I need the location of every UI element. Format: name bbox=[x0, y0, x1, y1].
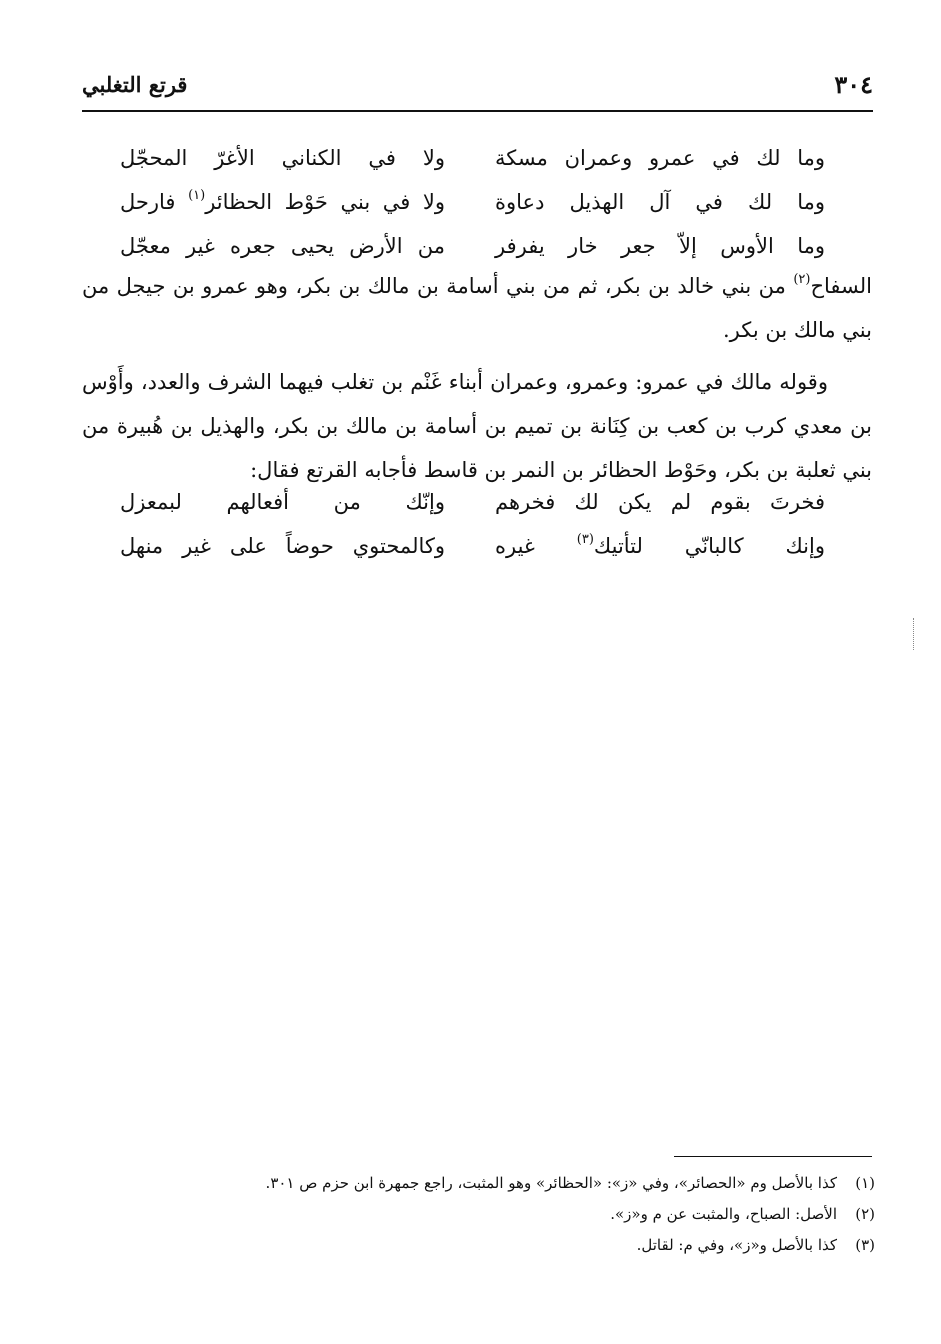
verse-second-hemistich: ولا في الكناني الأغرّ المحجّل bbox=[120, 146, 445, 170]
running-title: قرتع التغلبي bbox=[82, 72, 188, 97]
paragraph-text: السفاح bbox=[810, 274, 872, 298]
verse-line bbox=[120, 136, 825, 180]
header-rule bbox=[82, 110, 873, 112]
page-header bbox=[82, 66, 873, 110]
footnote-ref: (٢) bbox=[793, 272, 811, 287]
footnote-text: الأصل: الصباح، والمثبت عن م و«ز». bbox=[610, 1205, 837, 1223]
verse-line bbox=[120, 180, 825, 224]
verse-first-hemistich: وما لك في آل الهذيل دعاوة bbox=[495, 190, 825, 214]
verse-line bbox=[120, 480, 825, 524]
paragraph bbox=[82, 264, 872, 352]
verse-first-hemistich: فخرتَ بقوم لم يكن لك فخرهم bbox=[495, 490, 825, 514]
footnote-number: (٢) bbox=[855, 1205, 875, 1223]
hemistich-text: ولا في بني حَوْط الحظائر bbox=[205, 190, 445, 214]
footnote-ref: (٣) bbox=[576, 532, 594, 547]
verse-line bbox=[120, 224, 825, 268]
verse-second-hemistich: من الأرض يحيى جعره غير معجّل bbox=[120, 234, 445, 258]
footnote-number: (٣) bbox=[855, 1236, 875, 1254]
footnote-number: (١) bbox=[855, 1174, 875, 1192]
poem-verses-top bbox=[120, 136, 825, 268]
verse-first-hemistich: وما الأوس إلاّ جعر خار يفرفر bbox=[495, 234, 825, 258]
verse-second-hemistich bbox=[120, 180, 445, 224]
footnote-text: كذا بالأصل وم «الحصائر»، وفي «ز»: «الحظائر» وهو المثبت، راجع جمهرة ابن حزم ص ٣٠١. bbox=[265, 1174, 837, 1192]
hemistich-text: غيره bbox=[495, 534, 577, 558]
verse-second-hemistich: وكالمحتوي حوضاً على غير منهل bbox=[120, 534, 445, 558]
verse-second-hemistich: وإنّك من أفعالهم لبمعزل bbox=[120, 490, 445, 514]
paragraph: وقوله مالك في عمرو: وعمرو، وعمران أبناء غَنْم بن تغلب فيهما الشرف والعدد، وأَوْس بن معدي كرب بن كعب بن كِنَانة بن تميم بن أسامة بن مالك بن بكر، والهذيل بن هُبيرة من بني ثعلبة بن بكر، وحَوْط الحظائر بن النمر بن قاسط فأجابه القرتع فقال: bbox=[82, 370, 872, 482]
footnote-rule bbox=[674, 1156, 872, 1157]
footnote-text: كذا بالأصل و«ز»، وفي م: لقاتل. bbox=[636, 1236, 837, 1254]
margin-mark bbox=[913, 618, 915, 650]
footnote bbox=[170, 1230, 875, 1261]
hemistich-text: وإنك كالبانّي لتأتيك bbox=[593, 534, 826, 558]
footnote bbox=[170, 1168, 875, 1199]
page-number: ٣٠٤ bbox=[834, 70, 873, 99]
verse-first-hemistich bbox=[495, 524, 825, 568]
paragraph-text: من بني خالد بن بكر، ثم من بني أسامة بن مالك بن بكر، وهو عمرو بن جيجل من بني مالك بن بكر. bbox=[82, 274, 872, 342]
verse-line bbox=[120, 524, 825, 568]
footnote-ref: (١) bbox=[188, 188, 206, 203]
footnotes bbox=[170, 1168, 875, 1261]
hemistich-text: فارحل bbox=[120, 190, 189, 214]
poem-verses-bottom bbox=[120, 480, 825, 568]
footnote bbox=[170, 1199, 875, 1230]
prose-body bbox=[82, 264, 872, 492]
verse-first-hemistich: وما لك في عمرو وعمران مسكة bbox=[495, 146, 825, 170]
